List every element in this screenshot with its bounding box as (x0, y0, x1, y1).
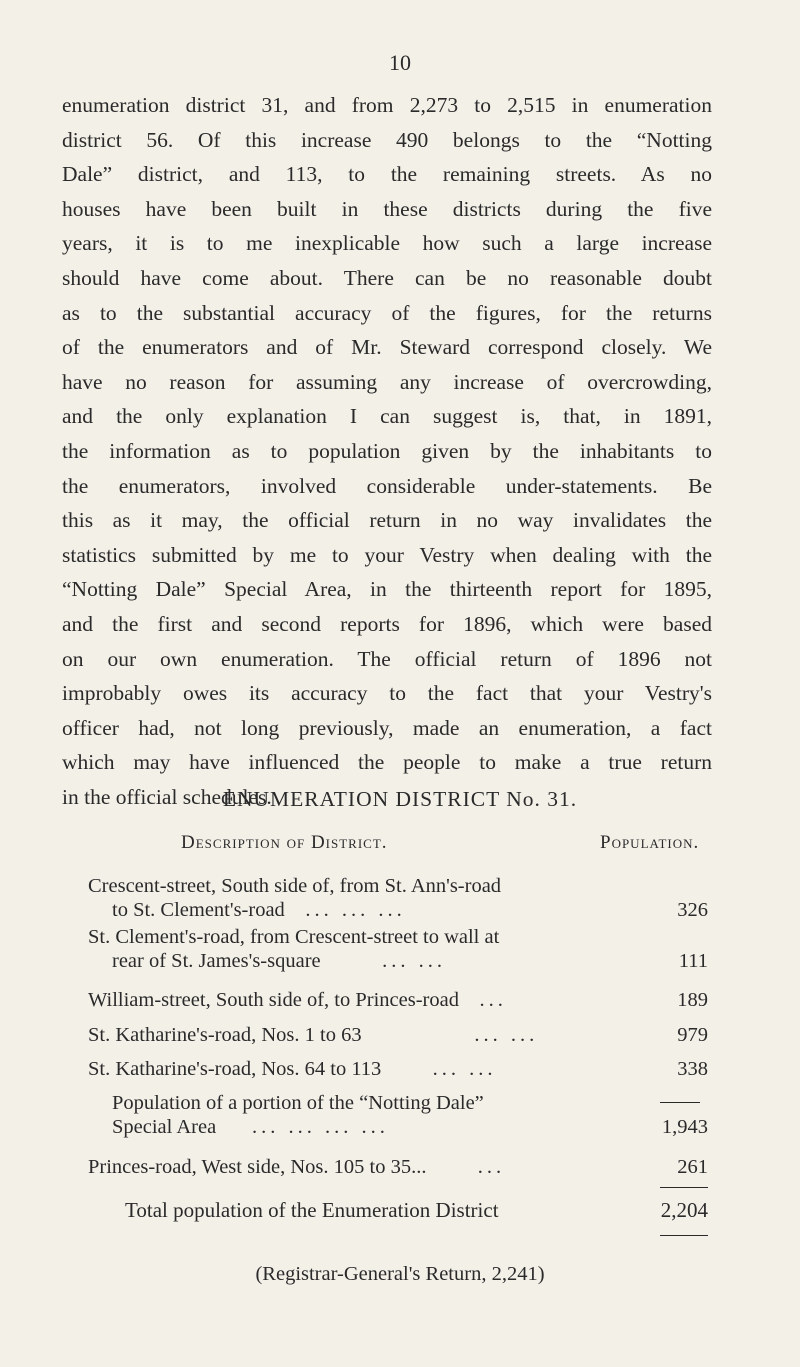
paragraph-line: of the enumerators and of Mr. Steward correspond closely. We (62, 335, 712, 360)
paragraph-line: Dale” district, and 113, to the remaining streets. As no (62, 162, 712, 187)
paragraph-line: improbably owes its accuracy to the fact that your Vestry's (62, 681, 712, 706)
leader-dots: ... (477, 1156, 506, 1178)
leader-dots: ... ... (382, 950, 446, 972)
paragraph-line: and the only explanation I can suggest is, that, in 1891, (62, 404, 712, 429)
row-description: St. Katharine's-road, Nos. 64 to 113 (88, 1058, 382, 1080)
population-value: 111 (678, 950, 708, 972)
paragraph-line: on our own enumeration. The official return of 1896 not (62, 646, 712, 671)
paragraph-line: enumeration district 31, and from 2,273 to 2,515 in enumeration (62, 93, 712, 117)
row-description: Princes-road, West side, Nos. 105 to 35... (88, 1156, 427, 1178)
leader-dots: ... (479, 989, 507, 1011)
paragraph-line: statistics submitted by me to your Vestry when dealing with the (62, 542, 712, 567)
table-title: ENUMERATION DISTRICT No. 31. (222, 787, 578, 811)
total-rule-bottom (660, 1235, 708, 1236)
row-description-continued: Special Area (112, 1116, 217, 1138)
column-header-population: Population. (600, 832, 700, 853)
paragraph-line: as to the substantial accuracy of the figures, for the returns (62, 300, 712, 325)
paragraph-line: should have come about. There can be no reasonable doubt (62, 265, 712, 290)
paragraph-line: have no reason for assuming any increase of overcrowding, (62, 369, 712, 394)
paragraph-line: this as it may, the official return in no way invalidates the (62, 508, 712, 533)
total-row (125, 1198, 708, 1223)
total-value: 2,204 (660, 1198, 708, 1222)
population-value: 189 (677, 989, 708, 1011)
population-value: 979 (677, 1024, 708, 1046)
population-value: 1,943 (661, 1116, 708, 1138)
paragraph-line: houses have been built in these districts during the five (62, 196, 712, 221)
table-row (88, 988, 708, 1012)
paragraph-line: in the official schedules. (62, 784, 272, 809)
table-row (88, 925, 708, 973)
table-row (88, 1023, 708, 1047)
subtotal-rule (660, 1102, 700, 1103)
total-rule-top (660, 1187, 708, 1188)
row-description: Population of a portion of the “Notting Dale” (112, 1092, 484, 1114)
leader-dots: ... ... ... ... (252, 1116, 389, 1138)
leader-dots: ... ... (474, 1024, 539, 1046)
page-number: 10 (389, 50, 411, 75)
row-description: St. Katharine's-road, Nos. 1 to 63 (88, 1024, 362, 1046)
column-header-description: Description of District. (181, 832, 388, 853)
population-value: 261 (677, 1156, 708, 1178)
paragraph-line: the information as to population given by the inhabitants to (62, 438, 712, 463)
table-row (88, 874, 708, 922)
population-value: 326 (677, 899, 708, 921)
row-description: St. Clement's-road, from Crescent-street to wall at (88, 926, 500, 948)
paragraph-line: and the first and second reports for 1896, which were based (62, 611, 712, 636)
table-row (88, 1057, 708, 1081)
table-row (88, 1155, 708, 1179)
row-description-continued: rear of St. James's-square (112, 950, 321, 972)
total-label: Total population of the Enumeration District (125, 1198, 499, 1222)
paragraph-line: which may have influenced the people to make a true return (62, 750, 712, 775)
row-description: William-street, South side of, to Princes-road (88, 989, 459, 1011)
body-paragraph (62, 88, 712, 814)
row-description-continued: to St. Clement's-road (112, 899, 285, 921)
paragraph-line: officer had, not long previously, made an enumeration, a fact (62, 715, 712, 740)
population-value: 338 (677, 1058, 708, 1080)
row-description: Crescent-street, South side of, from St. Ann's-road (88, 875, 502, 897)
paragraph-line: district 56. Of this increase 490 belongs to the “Notting (62, 127, 712, 152)
leader-dots: ... ... ... (305, 899, 406, 921)
leader-dots: ... ... (432, 1058, 497, 1080)
paragraph-line: years, it is to me inexplicable how such a large increase (62, 231, 712, 256)
paragraph-line: “Notting Dale” Special Area, in the thirteenth report for 1895, (62, 577, 712, 602)
paragraph-line: the enumerators, involved considerable under-statements. Be (62, 473, 712, 498)
registrar-footnote: (Registrar-General's Return, 2,241) (255, 1263, 545, 1285)
table-row (112, 1091, 708, 1139)
